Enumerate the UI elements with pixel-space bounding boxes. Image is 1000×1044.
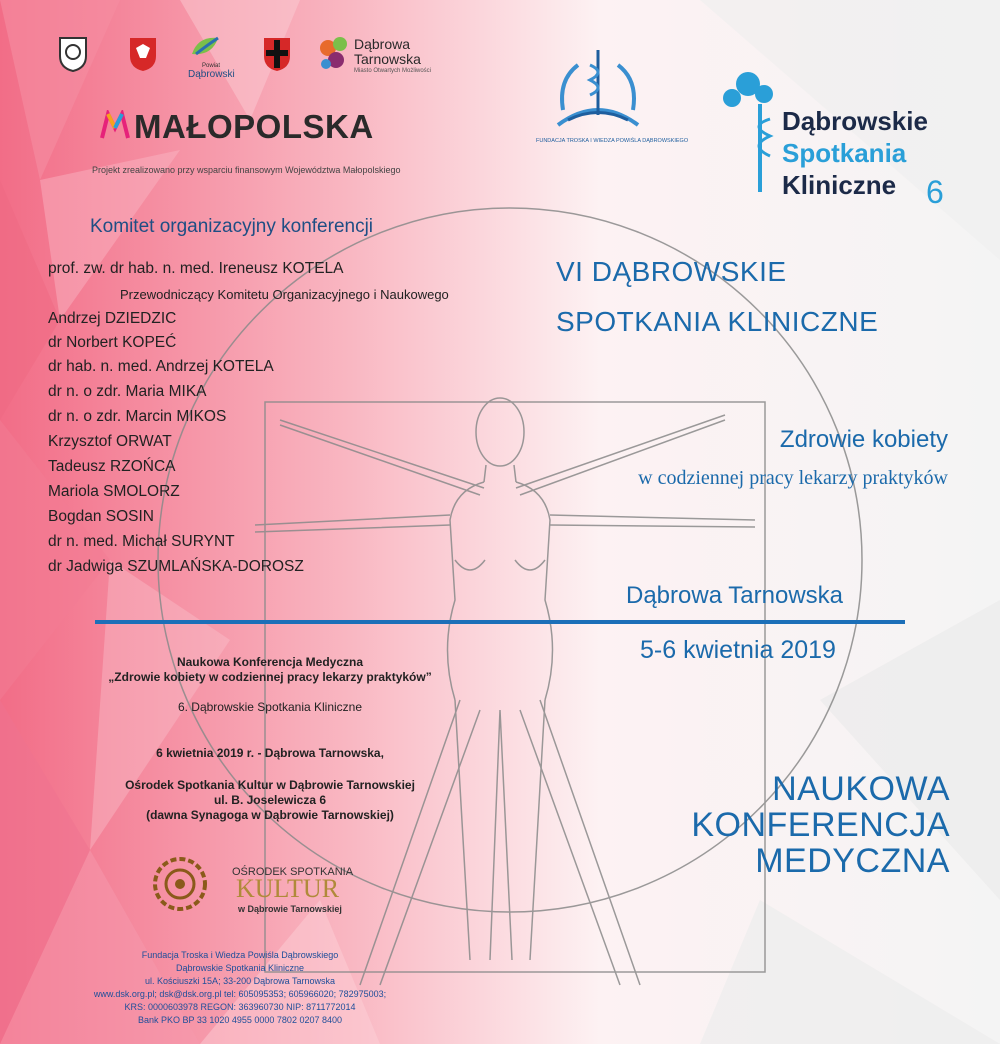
footer-bank: Bank PKO BP 33 1020 4955 0000 7802 0207 8400 [137, 1015, 342, 1025]
oak-leaves-icon [318, 34, 352, 74]
info-conference: Naukowa Konferencja Medyczna [176, 655, 364, 669]
powiat-leaf-icon [188, 34, 222, 58]
footer-contact: www.dsk.org.pl; dsk@dsk.org.pl tel: 605095353; 605966020; 782975003; [93, 989, 387, 999]
committee-member: Krzysztof ORWAT [48, 433, 172, 450]
footer-address: ul. Kościuszki 15A; 33-200 Dąbrowa Tarnowska [145, 976, 335, 986]
foundation-logo [536, 40, 689, 144]
powiat-logo [188, 34, 248, 80]
osk-line2: KULTUR [236, 874, 340, 903]
info-date-place: 6 kwietnia 2019 r. - Dąbrowa Tarnowska, [156, 746, 384, 760]
info-venue: Ośrodek Spotkania Kultur w Dąbrowie Tarnowskiej [125, 778, 415, 792]
divider-line [95, 620, 905, 624]
committee-member: Mariola SMOLORZ [48, 483, 180, 500]
osk-rosette-icon [152, 856, 208, 912]
event-city: Dąbrowa Tarnowska [626, 582, 843, 609]
committee-member: dr Jadwiga SZUMLAŃSKA-DOROSZ [48, 558, 304, 575]
topic-title: Zdrowie kobiety [779, 426, 948, 453]
dsk-line3: Kliniczne [782, 170, 897, 200]
info-address: ul. B. Joselewicza 6 [213, 793, 327, 807]
footer-registry: KRS: 0000603978 REGON: 363960730 NIP: 8711772014 [124, 1002, 356, 1012]
dt-logo-tagline: Miasto Otwartych Możliwości [354, 68, 432, 74]
big-title-line3: MEDYCZNA [755, 842, 950, 880]
headline-line1: VI DĄBROWSKIE [556, 256, 787, 287]
dt-logo-line1: Dąbrowa [354, 36, 411, 52]
info-edition: 6. Dąbrowskie Spotkania Kliniczne [177, 700, 363, 714]
dsk-number: 6 [926, 174, 944, 210]
committee-member: Andrzej DZIEDZIC [48, 310, 177, 327]
committee-member-role: Przewodniczący Komitetu Organizacyjnego i Naukowego [120, 287, 449, 302]
committee-member: dr n. o zdr. Marcin MIKOS [48, 408, 227, 425]
committee-member: dr n. o zdr. Maria MIKA [48, 383, 207, 400]
malopolska-logo: MAŁOPOLSKA [134, 108, 374, 145]
osk-line1: OŚRODEK SPOTKANIA [232, 866, 354, 878]
committee-member: Bogdan SOSIN [48, 508, 154, 525]
committee-member: Tadeusz RZOŃCA [48, 458, 176, 475]
osk-line3: w Dąbrowie Tarnowskiej [238, 904, 342, 914]
committee-member: dr hab. n. med. Andrzej KOTELA [48, 358, 274, 375]
footer-foundation: Fundacja Troska i Wiedza Powiśla Dąbrowskiego [141, 950, 339, 960]
dsk-line1: Dąbrowskie [782, 106, 928, 136]
dt-logo-line2: Tarnowska [354, 51, 421, 67]
powiat-label: Powiat [202, 63, 221, 69]
info-topic: „Zdrowie kobiety w codziennej pracy lekarzy praktyków” [108, 670, 432, 684]
dsk-line2: Spotkania [782, 138, 907, 168]
big-title-line1: NAUKOWA [772, 770, 950, 808]
town-crest-icon [58, 36, 88, 72]
eagle-crest-icon [128, 36, 158, 72]
info-venue-note: (dawna Synagoga w Dąbrowie Tarnowskiej) [146, 808, 394, 822]
headline-line2: SPOTKANIA KLINICZNE [556, 306, 879, 337]
committee-member: prof. zw. dr hab. n. med. Ireneusz KOTELA [48, 260, 344, 277]
committee-title: Komitet organizacyjny konferencji [90, 216, 374, 237]
footer-dsk: Dąbrowskie Spotkania Kliniczne [175, 963, 305, 973]
dsk-logo [718, 64, 968, 214]
malopolska-m-icon [100, 110, 130, 145]
powiat-name: Dąbrowski [188, 69, 235, 80]
project-funding-note: Projekt zrealizowano przy wsparciu finansowym Województwa Małopolskiego [92, 165, 401, 175]
topic-subtitle: w codziennej pracy lekarzy praktyków [638, 467, 948, 489]
big-title-line2: KONFERENCJA [691, 806, 950, 844]
oak-staff-icon [718, 64, 778, 194]
committee-member: dr n. med. Michał SURYNT [48, 533, 235, 550]
event-date: 5-6 kwietnia 2019 [640, 636, 836, 664]
cross-crest-icon [262, 36, 292, 72]
foundation-ring-text: FUNDACJA TROSKA I WIEDZA POWIŚLA DĄBROWSKIEGO [536, 138, 689, 144]
committee-member: dr Norbert KOPEĆ [48, 334, 177, 351]
